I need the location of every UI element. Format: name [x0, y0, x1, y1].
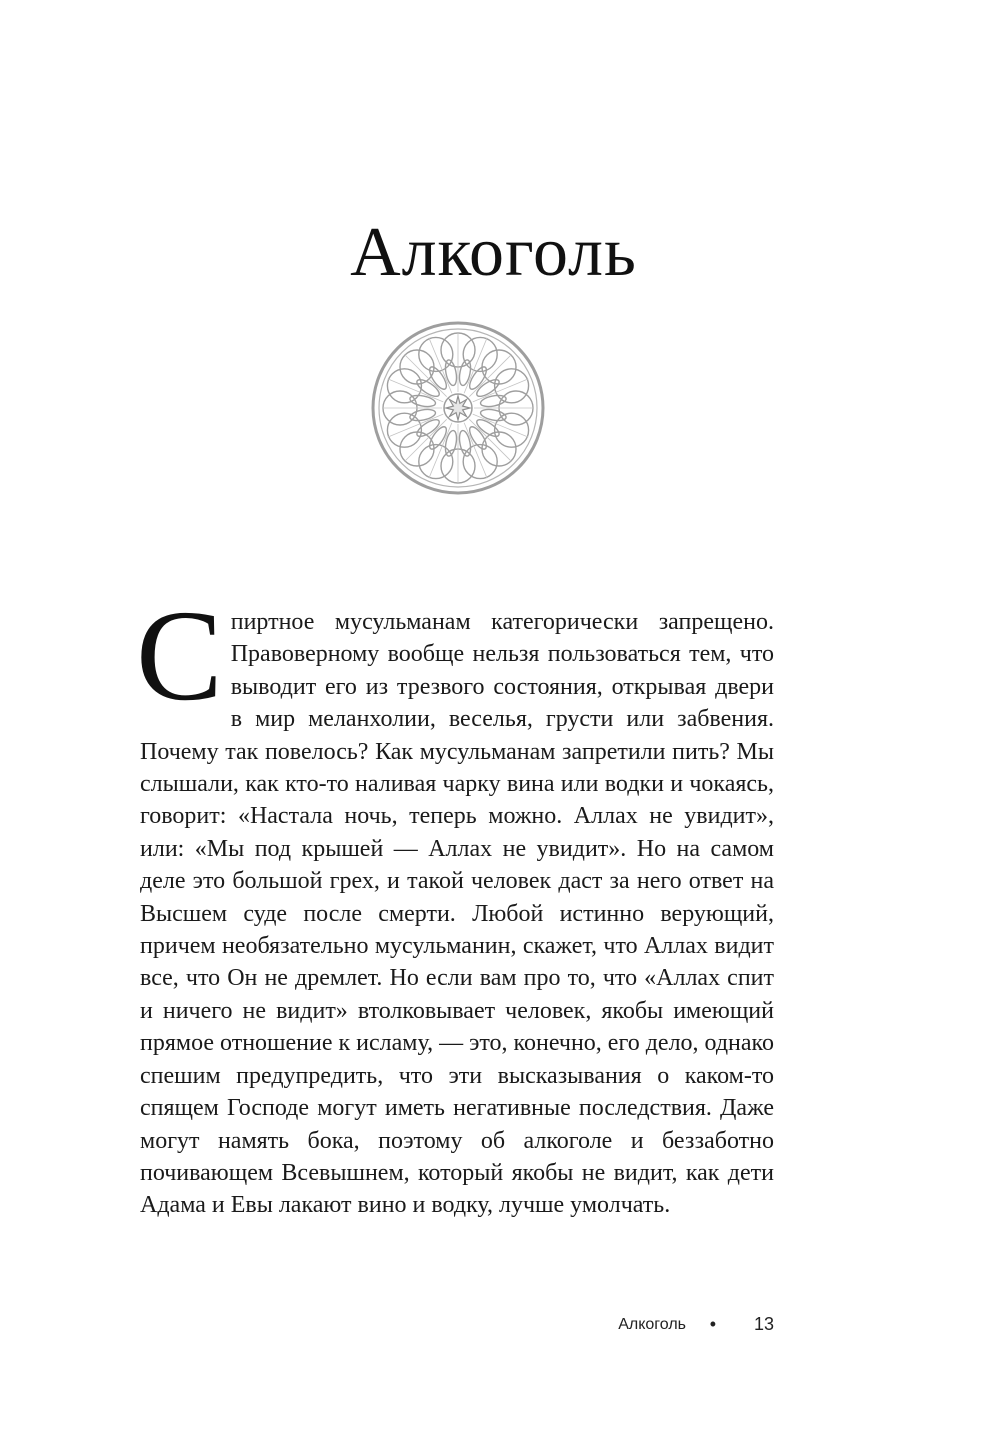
page-footer — [560, 1314, 774, 1338]
page-number: 13 — [753, 1314, 774, 1334]
chapter-title: Алкоголь — [350, 214, 637, 291]
footer-bullet: • — [709, 1314, 716, 1334]
arabesque-rosette-icon — [370, 320, 546, 496]
paragraph-text: пиртное мусульманам категорически запрещено. Правоверному вообще нельзя пользоваться тем, что выводит его из трезвого состояния, открывая двери в мир меланхолии, веселья, грусти или забвения. Почему так повелось? Как мусульманам запретили пить? Мы слышали, как кто-то наливая чарку вина или водки и чокаясь, говорит: «Настала ночь, теперь можно. Аллах не увидит», или: «Мы под крышей — Аллах не увидит». Но на самом деле это большой грех, и такой человек даст за него ответ на Высшем суде после смерти. Любой истинно верующий, причем необязательно мусульманин, скажет, что Аллах видит все, что Он не дремлет. Но если вам про то, что «Аллах спит и ничего не видит» втолковывает человек, якобы имеющий прямое отношение к исламу, — это, конечно, его дело, однако спешим предупредить, что эти высказывания о каком-то спящем Господе могут иметь негативные последствия. Даже могут намять бока, поэтому об алкоголе и беззаботно почивающем Всевышнем, который якобы не видит, как дети Адама и Евы лакают вино и водку, лучше умолчать. — [140, 609, 774, 1219]
running-title: Алкоголь — [618, 1316, 686, 1333]
drop-cap: С — [136, 584, 223, 728]
body-paragraph — [136, 584, 774, 1222]
